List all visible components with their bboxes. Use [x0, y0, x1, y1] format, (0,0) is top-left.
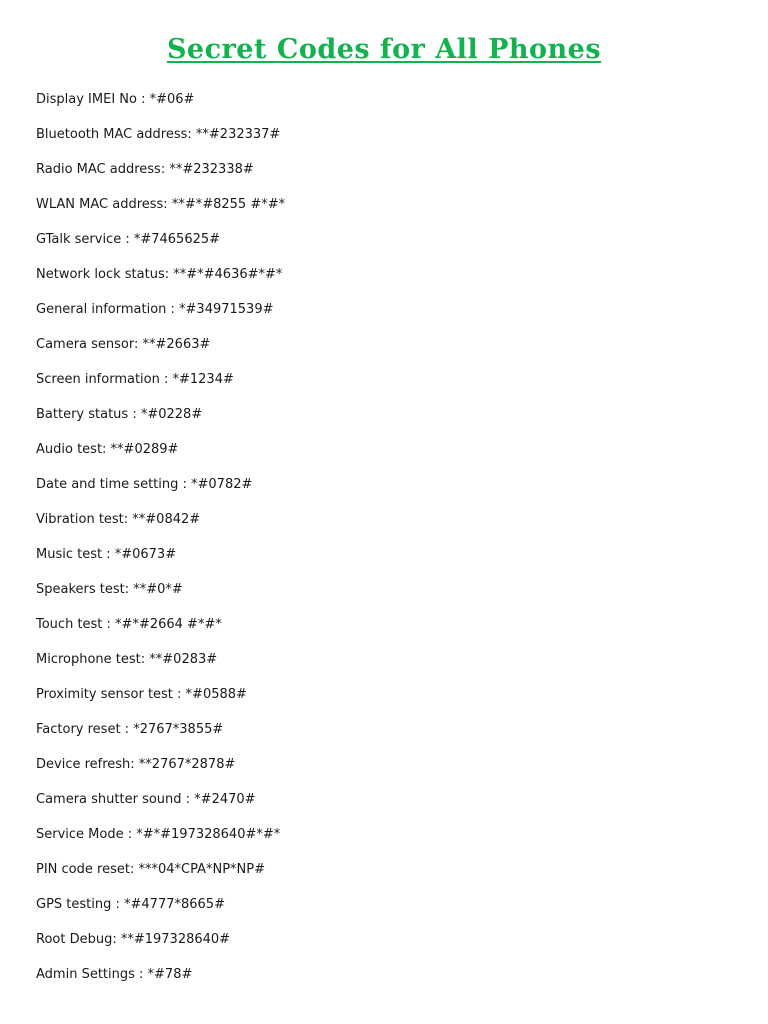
code-item: Battery status : *#0228# — [36, 407, 203, 422]
code-item: Factory reset : *2767*3855# — [36, 722, 224, 737]
code-item: WLAN MAC address: **#*#8255 #*#* — [36, 197, 286, 212]
code-item: Date and time setting : *#0782# — [36, 477, 253, 492]
code-item: Speakers test: **#0*# — [36, 582, 183, 597]
code-item: General information : *#34971539# — [36, 302, 274, 317]
code-item: Microphone test: **#0283# — [36, 652, 218, 667]
code-item: PIN code reset: ***04*CPA*NP*NP# — [36, 862, 265, 877]
code-item: Screen information : *#1234# — [36, 372, 234, 387]
code-item: Music test : *#0673# — [36, 547, 177, 562]
code-item: Camera shutter sound : *#2470# — [36, 792, 256, 807]
code-item: Device refresh: **2767*2878# — [36, 757, 236, 772]
code-item: Service Mode : *#*#197328640#*#* — [36, 827, 281, 842]
code-item: Network lock status: **#*#4636#*#* — [36, 267, 283, 282]
code-item: Camera sensor: **#2663# — [36, 337, 211, 352]
code-item: Display IMEI No : *#06# — [36, 92, 195, 107]
code-item: Bluetooth MAC address: **#232337# — [36, 127, 281, 142]
code-item: Admin Settings : *#78# — [36, 967, 193, 982]
code-item: Root Debug: **#197328640# — [36, 932, 231, 947]
code-item: GPS testing : *#4777*8665# — [36, 897, 225, 912]
code-item: Vibration test: **#0842# — [36, 512, 201, 527]
code-item: Audio test: **#0289# — [36, 442, 179, 457]
page-title: Secret Codes for All Phones — [166, 34, 602, 65]
code-item: GTalk service : *#7465625# — [36, 232, 221, 247]
code-item: Touch test : *#*#2664 #*#* — [36, 617, 222, 632]
code-item: Radio MAC address: **#232338# — [36, 162, 254, 177]
code-list — [36, 88, 285, 998]
code-item: Proximity sensor test : *#0588# — [36, 687, 247, 702]
